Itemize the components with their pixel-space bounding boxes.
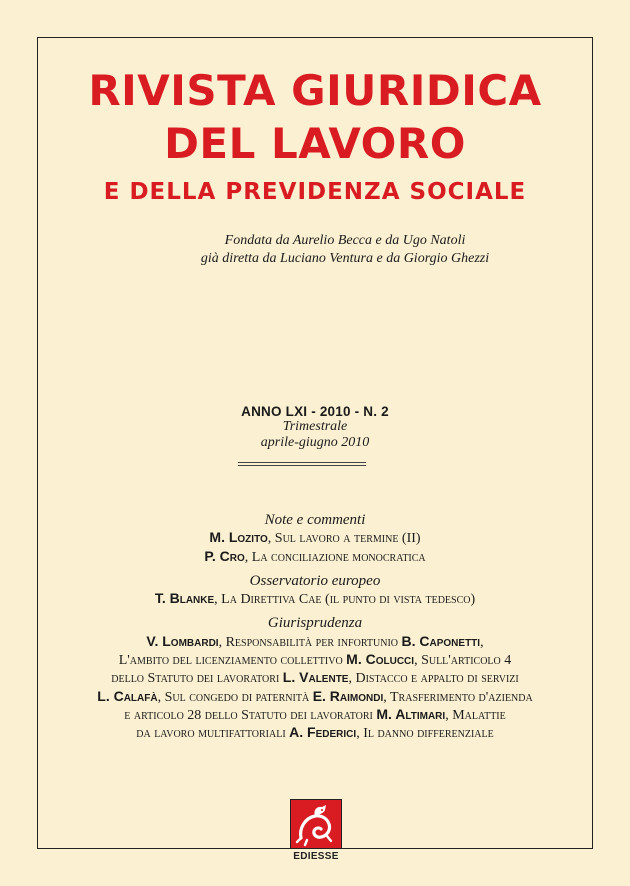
- article-title: , Il danno differenziale: [356, 726, 494, 742]
- article-title: ,: [480, 634, 484, 650]
- section-heading-observatory: Osservatorio europeo: [249, 572, 381, 589]
- toc-entry: [0, 529, 630, 547]
- founders-line-1: Fondata da Aurelio Becca e da Ugo Natoli: [224, 233, 466, 248]
- toc-entry: [0, 590, 630, 608]
- author-name: M. Colucci: [346, 651, 415, 668]
- author-name: L. Valente: [282, 669, 349, 686]
- article-title: , Trasferimento d'azienda: [383, 689, 533, 705]
- article-title: L'ambito del licenziamento collettivo: [118, 653, 347, 669]
- author-name: V. Lombardi: [146, 632, 219, 649]
- section-heading-notes: Note e commenti: [264, 512, 366, 528]
- author-name: B. Caponetti: [401, 632, 481, 649]
- founders-line-2: già diretta da Luciano Ventura e da Giorgio Ghezzi: [200, 251, 490, 266]
- article-title: da lavoro multifattoriali: [136, 726, 290, 742]
- toc-entry: [0, 688, 630, 706]
- divider-rule-bottom: [238, 465, 366, 466]
- toc-entry: [0, 633, 630, 651]
- toc-entry: [0, 669, 630, 687]
- journal-title-line-3: E DELLA PREVIDENZA SOCIALE: [103, 179, 527, 205]
- author-name: P. Cro: [204, 547, 245, 564]
- issue-period: aprile-giugno 2010: [260, 435, 370, 450]
- author-name: M. Altimari: [376, 705, 446, 722]
- issue-frequency: Trimestrale: [282, 419, 348, 434]
- author-name: M. Lozito: [209, 529, 268, 546]
- article-title: , La Direttiva Cae (il punto di vista tedesco): [214, 592, 476, 608]
- dragon-emblem-icon: [291, 800, 341, 848]
- publisher-name: EDIESSE: [293, 851, 339, 862]
- founders-block: [0, 232, 630, 268]
- issue-info: [0, 404, 630, 451]
- article-title: , Sul lavoro a termine (II): [267, 531, 421, 547]
- toc-entry: [0, 706, 630, 724]
- journal-title-line-1: RIVISTA GIURIDICA: [88, 66, 542, 115]
- article-title: e articolo 28 dello Statuto dei lavoratori: [124, 707, 377, 723]
- toc-entry: [0, 651, 630, 669]
- table-of-contents: [0, 512, 630, 743]
- divider-rule-top: [238, 462, 366, 463]
- author-name: A. Federici: [289, 724, 357, 741]
- article-title: , Malattie: [445, 707, 506, 723]
- article-title: , La conciliazione monocratica: [244, 549, 426, 565]
- article-title: , Sull'articolo 4: [414, 653, 512, 669]
- author-name: L. Calafà: [97, 687, 158, 704]
- article-title: , Sul congedo di paternità: [157, 689, 313, 705]
- article-title: , Distacco e appalto di servizi: [348, 671, 519, 687]
- article-title: , Responsabilità per infortunio: [218, 634, 402, 650]
- author-name: E. Raimondi: [312, 687, 384, 704]
- journal-title-line-2: DEL LAVORO: [164, 119, 466, 168]
- ediesse-logo-icon: [290, 799, 342, 849]
- article-title: dello Statuto dei lavoratori: [111, 671, 283, 687]
- toc-entry: [0, 724, 630, 742]
- issue-number: ANNO LXI - 2010 - N. 2: [241, 404, 389, 419]
- section-heading-jurisprudence: Giurisprudenza: [267, 615, 363, 632]
- author-name: T. Blanke: [154, 590, 215, 607]
- toc-entry: [0, 548, 630, 566]
